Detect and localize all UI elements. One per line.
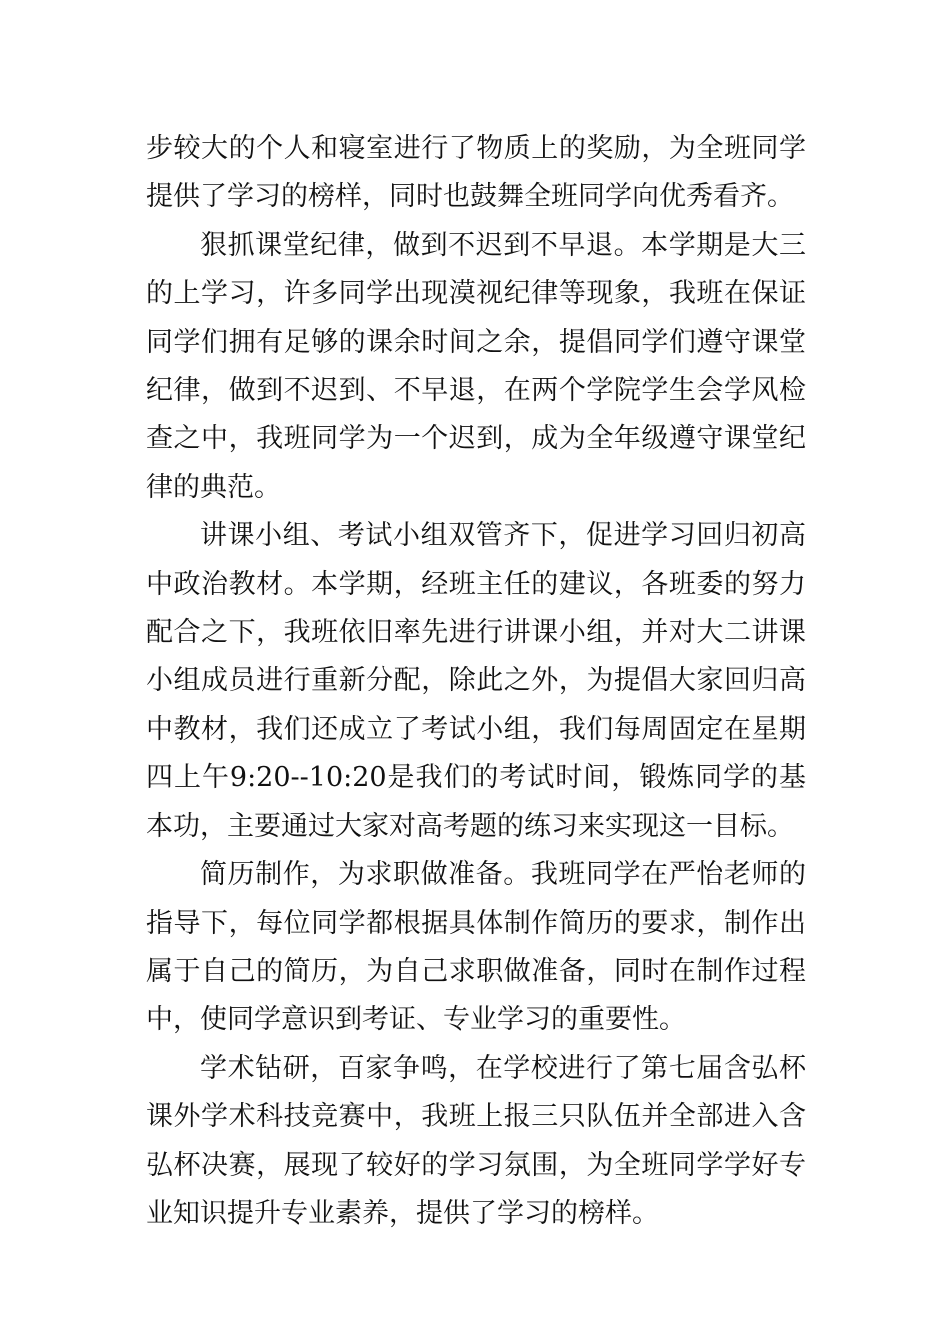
paragraph-3: 讲课小组、考试小组双管齐下，促进学习回归初高中政治教材。本学期，经班主任的建议，各班委的努力配合之下，我班依旧率先进行讲课小组，并对大二讲课小组成员进行重新分配，除此之外，为提倡大家回归高中教材，我们还成立了考试小组，我们每周固定在星期四上午9:20--10:20是我们的考试时间，锻炼同学的基本功，主要通过大家对高考题的练习来实现这一目标。 [146,520,806,842]
paragraph-4: 简历制作，为求职做准备。我班同学在严怡老师的指导下，每位同学都根据具体制作简历的要求，制作出属于自己的简历，为自己求职做准备，同时在制作过程中，使同学意识到考证、专业学习的重要性。 [146,859,806,1036]
paragraph-5: 学术钻研，百家争鸣，在学校进行了第七届含弘杯课外学术科技竞赛中，我班上报三只队伍并全部进入含弘杯决赛，展现了较好的学习氛围，为全班同学学好专业知识提升专业素养，提供了学习的榜样。 [146,1052,806,1229]
paragraph-1: 步较大的个人和寝室进行了物质上的奖励，为全班同学提供了学习的榜样，同时也鼓舞全班同学向优秀看齐。 [146,133,806,213]
paragraph-2: 狠抓课堂纪律，做到不迟到不早退。本学期是大三的上学习，许多同学出现漠视纪律等现象，我班在保证同学们拥有足够的课余时间之余，提倡同学们遵守课堂纪律，做到不迟到、不早退，在两个学院学生会学风检查之中，我班同学为一个迟到，成为全年级遵守课堂纪律的典范。 [146,229,806,503]
document-body [146,125,806,1238]
